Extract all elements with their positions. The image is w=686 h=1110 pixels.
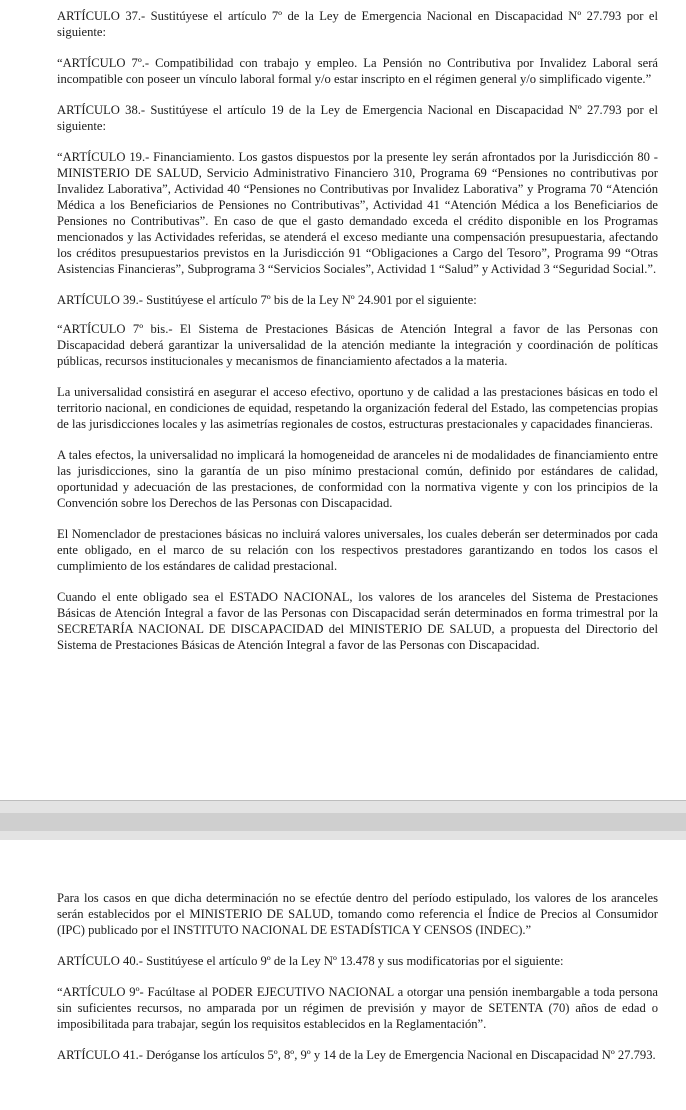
article-7-text: “ARTÍCULO 7º.- Compatibilidad con trabajo y empleo. La Pensión no Contributiva por Invalidez Laboral será incompatible con poseer un vínculo laboral formal y/o estar inscripto en el régimen general y/o simplificado vigente.”	[57, 56, 658, 86]
page-separator	[0, 800, 686, 841]
document-page-2	[0, 840, 686, 1110]
article-19-text: “ARTÍCULO 19.- Financiamiento. Los gastos dispuestos por la presente ley serán afrontados por la Jurisdicción 80 - MINISTERIO DE SALUD, Servicio Administrativo Financiero 310, Programa 69 “Pensiones no contributivas por Invalidez Laborativa”, Actividad 40 “Pensiones no Contributivas por Invalidez Laborativa” y Programa 70 “Atención Médica a los Beneficiarios de Pensiones no Contributivas”, Actividad 41 “Atención Médica a los Beneficiarios de Pensiones no Contributivas”. En caso de que el gasto demandado exceda el crédito disponible en los Programas mencionados y las Actividades referidas, se atenderá el exceso mediante una compensación presupuestaria, afectando los créditos presupuestarios previstos en la Jurisdicción 91 “Obligaciones a Cargo del Tesoro”, Programa 99 “Otras Asistencias Financieras”, Subprograma 3 “Servicios Sociales”, Actividad 1 “Salud” y Actividad 3 “Seguridad Social.”.	[57, 150, 658, 276]
page-separator-bar	[0, 813, 686, 831]
universality-paragraph: La universalidad consistirá en asegurar el acceso efectivo, oportuno y de calidad a las prestaciones básicas en todo el territorio nacional, en condiciones de equidad, respetando la organización federal del Estado, las competencias propias de las jurisdicciones locales y las asimetrías regionales de costos, estructuras prestacionales y capacidades financieras.	[57, 385, 658, 431]
article-9-text: “ARTÍCULO 9º- Facúltase al PODER EJECUTIVO NACIONAL a otorgar una pensión inembargable a toda persona sin suficientes recursos, no amparada por un régimen de previsión y mayor de SETENTA (70) años de edad o imposibilitada para trabajar, según los requisitos establecidos en la Reglamentación”.	[57, 985, 658, 1031]
nomenclator-paragraph: El Nomenclador de prestaciones básicas no incluirá valores universales, los cuales deberán ser determinados por cada ente obligado, en el marco de su relación con los respectivos prestadores garantizando en todos los casos el cumplimiento de los estándares de calidad prestacional.	[57, 527, 658, 573]
article-37-heading: ARTÍCULO 37.- Sustitúyese el artículo 7º de la Ley de Emergencia Nacional en Discapacidad Nº 27.793 por el siguiente:	[57, 9, 658, 39]
national-state-tariffs-paragraph: Cuando el ente obligado sea el ESTADO NACIONAL, los valores de los aranceles del Sistema de Prestaciones Básicas de Atención Integral a favor de las Personas con Discapacidad serán determinados en forma trimestral por la SECRETARÍA NACIONAL DE DISCAPACIDAD del MINISTERIO DE SALUD, a propuesta del Directorio del Sistema de Prestaciones Básicas de Atención Integral a favor de las Personas con Discapacidad.	[57, 590, 658, 652]
tariff-homogeneity-paragraph: A tales efectos, la universalidad no implicará la homogeneidad de aranceles ni de modalidades de financiamiento entre las jurisdicciones, sino la garantía de un piso mínimo prestacional común, definido por estándares de calidad, oportunidad y adecuación de las prestaciones, de conformidad con la normativa vigente y con los principios de la Convención sobre los Derechos de las Personas con Discapacidad.	[57, 448, 658, 510]
article-40-heading: ARTÍCULO 40.- Sustitúyese el artículo 9º de la Ley Nº 13.478 y sus modificatorias por el siguiente:	[57, 954, 564, 968]
article-38-heading: ARTÍCULO 38.- Sustitúyese el artículo 19 de la Ley de Emergencia Nacional en Discapacidad Nº 27.793 por el siguiente:	[57, 103, 658, 133]
article-39-heading: ARTÍCULO 39.- Sustitúyese el artículo 7º bis de la Ley Nº 24.901 por el siguiente:	[57, 293, 477, 307]
article-41-text: ARTÍCULO 41.- Deróganse los artículos 5º, 8º, 9º y 14 de la Ley de Emergencia Nacional en Discapacidad Nº 27.793.	[57, 1048, 656, 1062]
ipc-reference-paragraph: Para los casos en que dicha determinación no se efectúe dentro del período estipulado, los valores de los aranceles serán establecidos por el MINISTERIO DE SALUD, tomando como referencia el Índice de Precios al Consumidor (IPC) publicado por el INSTITUTO NACIONAL DE ESTADÍSTICA Y CENSOS (INDEC).”	[57, 891, 658, 937]
article-7-bis-text: “ARTÍCULO 7º bis.- El Sistema de Prestaciones Básicas de Atención Integral a favor de las Personas con Discapacidad deberá garantizar la universalidad de la atención mediante la integración y coordinación de políticas públicas, recursos institucionales y mecanismos de financiamiento afectados a la materia.	[57, 322, 658, 368]
